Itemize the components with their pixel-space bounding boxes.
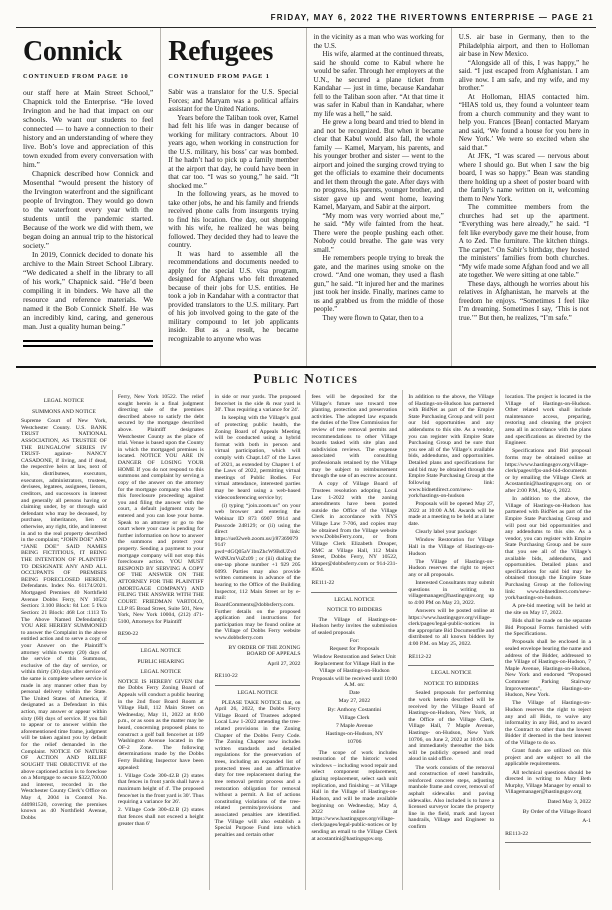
notice-block: (i) typing “join.zoom.us” on your web browser and entering the Webinar ID 873 6907 9914 and Passcode 248129; or (ii) using the direct link: https://us02web.zoom.us/j/87369079914?pwd=dGQ05aV1bnZhcW9BdUZvdWdNUmVuZz09 ; or (iii) dialing the one-tap phone number +1 929 205 6099. Parties may also provide written comments in advance of the hearing to the Office of the Building Inspector, 112 Main Street or by e-mail: BoardComments@dobbsferry.com. Further details on the proposed application and instructions for participation may be found online at the Village of Dobbs Ferry website www.dobbsferry.com	[214, 502, 301, 641]
notice-block: The Village of Hastings-on-Hudson herby invites the submission of sealed proposals	[311, 616, 398, 636]
refugees-continued-kicker: CONTINUED FROM PAGE 1	[168, 73, 270, 80]
notice-block: location. The project is located in the Village of Hastings-on-Hudson. Other related work shall include maintenance access, preparing, restoring and cleaning the project area all in accordance with the plans and specifications as directed by the Engineer.	[505, 394, 591, 447]
notice-block: Specifications and Bid proposal forms may be obtained online at https://www.hastingsgov.org/village- clerk/pages/rfps-and-bid-documents or by emailing the Village Clerk at Acostantini@hastingsgov.org on or after 2:00 P.M., May 6, 2022.	[505, 448, 591, 495]
notice-block: Proposals shall be enclosed in a sealed envelope bearing the name and address of the Bidder, addressed to the Village of Hastings-on-Hudson, 7 Maple Avenue, Hastings-on-Hudson, New York and endorsed “Proposed Commuter Parking Stairway Improvements”, Hastings-on-Hudson, New York.	[505, 639, 591, 699]
notices-column-6	[499, 390, 596, 890]
notice-block: RE111-22	[311, 580, 397, 593]
notice-block: Window Restoration and Select Unit Replacement for Village Hall in the Village of Hastings-on-Hudson	[312, 654, 396, 674]
notice-block: By: Anthony Costantini	[327, 706, 382, 713]
article-refugees-column-2	[306, 28, 451, 366]
notice-block: NOTICE TO BIDDERS	[423, 680, 479, 687]
article-paragraph: At Holloman, HIAS contacted him. “HIAS told us, they found a volunteer team from a church community and they want to help you. Frances [Bean] contacted Maryam and said, ‘We found a house for you here in New York.’ We were so excited when she said that.”	[458, 92, 589, 152]
article-connick	[16, 28, 160, 366]
notice-block: Bids shall be made on the separate Bid Proposal Forms furnished with the Specifications.	[505, 618, 591, 638]
notice-block: Supreme Court of New York, Westchester County. U.S. BANK TRUST NATIONAL ASSOCIATION, AS TRUSTEE OF THE BUNGALOW SERIES IV TRUST- against- NANCY CASADONE, if living, and if dead, the respective heirs at law, next of kin, distributees, executors, executors, administrators, trustees, devisees, legatees, assignees, lienors, creditors, and successors in interest and generally all persons having or claiming under, by or through said defendant who may be deceased, by purchase, inheritance, lien or otherwise, any right, title, and interest in and to the real property described in the complaint; “JOHN DOE” AND “JANE DOE” SAID NAMES BEING FICTITIOUS, IT BEING THE INTENTION OF PLAINTIFF TO DESIGNATE ANY AND ALL OCCUPANTS OF PREMISES BEING FORECLOSED HEREIN, Defendants. Index No. 61174/2021. Mortgaged Premises 40 Northfield Avenue Dobbs Ferry, NY 10522 Section: 3.100 Block: 84 Lot: 5 f/k/a Section: 21 Block: 468 Lot :1113 To The Above Named Defendant(s): YOU ARE HEREBY SUMMONED to answer the Complaint in the above entitled action and to serve a copy of your Answer on the Plaintiff’s attorney within twenty (20) days of the service of this Summons, exclusive of the day of service, or within thirty (30) days after service of the same is complete where service is made in any manner other than by personal delivery within the State. The United States of America, if designated as a Defendant in this action, may answer or appear within sixty (60) days of service. If you fail to appear or to answer within the aforementioned time frame, judgment will be taken against you by default for the relief demanded in the Complaint. NOTICE OF NATURE OF ACTION AND RELIEF SOUGHT THE OBJECTIVE of the above captioned action is to foreclose on a Mortgage to secure $322,700.00 and interest, recorded in the Westchester County Clerk’s Office on May 4, 2004 in Control No. 440981520, covering the premises known as 40 Northfield Avenue, Dobbs	[21, 418, 107, 821]
article-paragraph: They were flown to Qatar, then to a	[322, 313, 424, 322]
article-paragraph: U.S. air base in Germany, then to the Philadelphia airport, and then to Holloman air base in New Mexico.	[458, 33, 589, 58]
notice-block: Ferry, New York 10522. The relief sought herein is a final judgment directing sale of the premises described above to satisfy the debt secured by the mortgage described above. Plaintiff designates Westchester County as the place of trial. Venue is based upon the County in which the mortgaged premises is located. NOTICE YOU ARE IN DANGER OF LOSING YOUR HOME If you do not respond to this summons and complaint by serving a copy of the answer on the attorney for the mortgage company who filed this foreclosure proceeding against you and filing the answer with the court, a default judgment may be entered and you can lose your home. Speak to an attorney or go to the court where your case is pending for further information on how to answer the summons and protect your property. Sending a payment to your mortgage company will not stop this foreclosure action. YOU MUST RESPOND BY SERVING A COPY OF THE ANSWER ON THE ATTORNEY FOR THE PLAINTIFF (MORTGAGE COMPANY) AND FILING THE ANSWER WITH THE COURT. FRIEDMAN VARTOLO, LLP 85 Broad Street, Suite 501, New York, New York 10004, (212) 471-5100, Attorneys for Plaintiff	[117, 394, 204, 625]
notice-block: LEGAL NOTICE	[43, 398, 85, 404]
notices-column-5	[402, 390, 499, 890]
refugees-body-col1	[168, 88, 298, 343]
notice-block: A pre-bid meeting will be held at the site on May 17, 2022.	[505, 603, 591, 616]
refugees-headline: Refugees	[168, 36, 274, 67]
connick-headline: Connick	[23, 36, 123, 67]
article-paragraph: He grew a long beard and tried to blend in and not be recognized. But when it became clear that Kabul would also fall, the whole family — Kamel, Maryam, his parents, and his younger brother and sister — went to the airport and joined the surging crowd trying to get the officials to examine their documents and let them through the gate. After days with no progress, his parents, younger brother, and sister gave up and went home, leaving Kamel, Maryam, and Sabir at the airport.	[313, 118, 444, 211]
article-paragraph: It was hard to assemble all the recommendations and documents needed to apply for the special U.S. visa program, designed for Afghans who felt threatened because of their jobs for U.S. entities. He took a job in Kandahar with a contractor that provided translators to the U.S. military. Part of his job involved going to the gate of the military compound to let job applicants inside. But as a result, he became recognizable to anyone who was	[168, 249, 299, 343]
notice-block: April 27, 2022	[267, 660, 301, 667]
connick-continued-kicker: CONTINUED FROM PAGE 10	[23, 73, 129, 80]
article-paragraph: These days, although he worries about his relatives in Afghanistan, he marvels at the freedom he enjoys. “Sometimes I feel like I’m dreaming. Sometimes I say, ‘This is not true.’” But then, he realizes, “I’m safe.”	[458, 279, 589, 322]
notice-block: NOTICE TO BIDDERS	[326, 607, 382, 614]
article-paragraph: The committee members from the churches had set up the apartment. “Everything was here already,” he said. “I felt like everybody gave me their house, from A to Zed. The furniture. The kitchen things. The carpet.” On Sabir’s birthday, they hosted the ministers’ families from both churches. “My wife made some Afghan food and we all ate together. We were sitting at one table.”	[458, 203, 589, 279]
notices-column-2	[112, 390, 209, 890]
notice-block: 1. Village Code 300-42.B (2) states that fences in front yards shall have a maximum height of 4'. The proposed fence/net in the front yard is 30'. Thus requiring a variance for 26'.	[117, 772, 204, 806]
articles-section	[16, 28, 596, 366]
article-paragraph: Chapnick described how Connick and Mosenthal “would present the history of the Irvington waterfront and the significant people of Irvington. They would go down to the waterfront every year with the students until the pandemic started. Because of the work we did with them, we began doing an annual trip to the historical society.”	[23, 169, 154, 250]
notice-block: RE113-22	[505, 831, 591, 844]
notice-block: A-1	[582, 818, 591, 825]
notice-block: SUMMONS AND NOTICE	[31, 408, 96, 415]
notice-block: The scope of work includes restoration of the historic wood windows – including wood repair and select component replacement, glazing replacement, select sash unit replication, and finishing – at Village Hall in the Village of Hastings-on-Hudson, and will be made available beginning on Wednesday, May 4, 2022 online at https://www.hastingsgov.org/village-clerk/pages/legal-public-notices or by sending an email to the Village Clerk at acostantini@hastingsgov.org.	[311, 749, 398, 842]
notice-block: Window Restoration for Village Hall in the Village of Hastings-on-Hudson	[408, 537, 495, 557]
article-paragraph: His wife, alarmed at the continued threats, said he should come to Kabul where he would be safer. Through her employers at the U.N., he secured a plane ticket from Kandahar — just in time, because Kandahar fell to the Taliban soon after. “At that time it was safer in Kabul than in Kandahar, where my life was a hell,” he said.	[313, 50, 444, 118]
notice-block: LEGAL NOTICE	[334, 596, 375, 603]
article-paragraph: Years before the Taliban took over, Kamel had felt his life was in danger because of working for military contractors. About 10 years ago, when working in construction for the U.S. military, his boss’ car was bombed. If he hadn’t had to pick up a family member at the airport that day, he could have been in that car too. “I was so young,” he said. “It shocked me.”	[168, 113, 299, 190]
article-paragraph: in the vicinity as a man who was working for the U.S.	[313, 33, 444, 50]
notice-block: Interested Consultants may submit questions in writing to villagemanager@hastingsgov.org up to 4:00 PM on May 23, 2022.	[408, 579, 495, 606]
notice-block: 2. Village Code 300-42.B (2) states that fences shall not exceed a height greater than 6'	[117, 807, 204, 827]
article-paragraph: At JFK, “I was scared — nervous about where I should go. But when I saw the big board, I was so happy.” Bean was standing there holding up a sheet of poster board with the family’s name written on it, welcoming them to New York.	[458, 152, 589, 203]
notices-column-3	[209, 390, 306, 890]
notice-block: In keeping with the Village’s goal of protecting public health, the Zoning Board of Appeals Meeting will be conducted using a hybrid format with both in person and virtual participation, which will comply with Chapt.147 of the Laws of 2021, as extended by Chapter 1 of the Laws of 2022, permitting virtual meetings of Public Bodies. For virtual attendance, interested parties may be heard using a web-based videoconferencing service by;	[214, 415, 301, 501]
notice-block: RE90-22	[118, 631, 204, 644]
notice-block: The Village of Hastings-on-Hudson reserves the right to reject any or all proposals.	[408, 558, 495, 578]
notices-column-4	[305, 390, 402, 890]
notice-block: Request for Proposals	[329, 646, 380, 653]
notice-block: NOTICE IS HEREBY GIVEN that the Dobbs Ferry Zoning Board of Appeals will conduct a public hearing in the 2nd floor Board Room at Village Hall, 112 Main Street on Wednesday, May 11, 2022 at 8:00 p.m., or as soon as the matter may be heard, concerning proposed plans to construct a golf ball fence/net at 189 Washington Avenue located in the OF-2 Zone. The following determinations made by the Dobbs Ferry Building Inspector have been appealed:	[117, 678, 204, 771]
notice-block: Hastings-on-Hudson, NY	[325, 730, 384, 737]
notice-block: For:	[349, 638, 360, 645]
notice-block: LEGAL NOTICE	[237, 689, 278, 696]
article-paragraph: our staff here at Main Street School,” Chapnick told the Enterprise. “He loved Irvington and he had that impact on our schools. We want our students to feel connected — to have a connection to their history and an understanding of where they live. Bob’s love and appreciation of this town exuded from every conversation with him.”	[23, 88, 154, 169]
notice-block: Date	[349, 690, 360, 697]
article-paragraph: “My mom was very worried about me,” he said. “My wife fainted from the heat. There were the people pushing each other. Nobody could breathe. The gate was very small.”	[313, 211, 444, 254]
notice-block: in side or rear yards. The proposed fence/net in the side & rear yard is 30'. Thus requiring a variance for 24'.	[214, 394, 301, 414]
notice-block: PUBLIC HEARING	[137, 658, 185, 665]
notice-block: 10706	[347, 739, 362, 746]
notice-block: LEGAL NOTICE	[140, 669, 181, 676]
notice-block: 7 Maple Avenue	[335, 722, 373, 729]
notice-block: LEGAL NOTICE	[431, 670, 472, 677]
notice-block: BY ORDER OF THE ZONING BOARD OF APPEALS	[228, 644, 301, 658]
notice-block: Proposals will be opened May 27, 2022 at 10:00 A.M. Awards will be made at a meeting to be held at a later date.	[408, 501, 495, 528]
article-paragraph: “Alongside all of this, I was happy,” he said. “I just escaped from Afghanistan. I am alive now. I am safe, and my wife, and my brother.”	[458, 58, 589, 92]
notice-block: RE112-22	[408, 654, 494, 667]
article-paragraph: In the following years, as he moved to take other jobs, he and his family and friends received phone calls from insurgents trying to find his location. One day, out shopping with his wife, he realized he was being followed. They decided they had to leave the country.	[168, 190, 299, 249]
notice-block: The Village of Hastings-on-Hudson reserves the right to reject any and all Bids, to waive any informality in any Bid, and to award the Contract to other than the lowest Bidder if deemed in the best interest of the Village to do so.	[505, 700, 591, 747]
notices-column-1	[16, 390, 112, 890]
notice-block: In addition to the above, the Village of Hastings-on-Hudson has partnered with BidNet as part of the Empire State Purchasing Group and will post our bid opportunities and any addendums to this site. As a vendor, you can register with Empire State Purchasing Group and be sure that you see all of the Village’s available bids, addendums, and opportunities. Detailed plans and specifications for said bid may be obtained through the Empire State Purchasing Group at the following link: www.bidnetdirect.com/new-york/hastings-on-hudson.	[505, 496, 591, 602]
notice-block: RE110-22	[215, 673, 301, 686]
notice-block: By Order of the Village Board	[522, 808, 591, 815]
notice-block: In addition to the above, the Village of Hastings-on-Hudson has partnered with BidNet as part of the Empire State Purchasing Group and will post our bid opportunities and any addendums to this site. As a vendor, you can register with Empire State Purchasing Group and be sure that you see all of the Village’s available bids, addendums, and opportunities. Detailed plans and specifications for said bid may be obtained through the Empire State Purchasing Group at the following link: www.bidnetdirect.com/new-york/hastings-on-hudson	[408, 394, 495, 500]
connick-body	[23, 88, 153, 331]
notice-block: Sealed proposals for performing the work herein described will be received by the Village Board of Hastings-on-Hudson, New York, at the Office of the Village Clerk, Village Hall, 7 Maple Avenue, Hastings- on-Hudson, New York 10706, on June 2, 2022 at 10:00 a.m. and immediately thereafter the bids will be publicly opened and read aloud in said office.	[408, 690, 495, 763]
notice-block: Grant funds are utilized on this project and are subject to all the applicable requirements.	[505, 748, 591, 768]
public-notices-section	[16, 390, 596, 890]
notice-block: May 27, 2022	[338, 698, 371, 705]
article-paragraph: In 2019, Connick decided to donate his archive to the Main Street School Library. “We dedicated a shelf in the library to all of his work,” Chapnick said. “He’d been compiling it in binders. We have all the resource and reference materials. We named it the Bob Connick Shelf. He was an incredibly kind, caring, and generous man. Just a quality human being.”	[23, 250, 154, 331]
masthead-dateline: FRIDAY, MAY 6, 2022 THE RIVERTOWNS ENTERPRISE — PAGE 21	[16, 0, 596, 28]
notice-block: fees will be deposited for the Village’s future use toward tree planting, protection and preservation activities. The adopted law expands the duties of the Tree Commission for review of tree removal permits and recommendations to other Village boards tasked with site plan and subdivision reviews. The expense associated with consulting professionals retained by the Village may be subject to reimbursement through the use of an escrow account.	[311, 394, 398, 480]
notice-block: A copy of Village Board of Trustees resolution adopting Local Law 1-2022 with the zoning amendments have been posted outside the Office of the Village Clerk in accordance with NYS Village Law 7-706, and copies may be obtained from the Village website www.DobbsFerry.com, or from Village Clerk Elizabeth Dreaper, RMC at Village Hall, 112 Main Street, Dobbs Ferry, NY 10522, ldraper@dobbsferry.com or 914-231-8504.	[311, 481, 398, 574]
notice-block: Clearly label your package:	[415, 529, 478, 536]
public-notices-banner	[16, 366, 596, 390]
notice-block: All technical questions should be directed in writing to Mary Beth Murphy, Village Manager by email to Villagemanager@hastingsgov.org	[505, 769, 591, 796]
article-refugees-column-3	[451, 28, 596, 366]
article-end-rule	[23, 340, 153, 347]
notice-block: PLEASE TAKE NOTICE that, on April 26, 2022, the Dobbs Ferry Village Board of Trustees adopted Local Law 1-2022 amending the tree-related provisions in the Zoning Chapter of the Dobbs Ferry Code. The Zoning Chapter now includes written standards and detailed regulations for the preservation of trees, including an expanded list of protected trees and an affirmative duty for tree replacement during the tree removal permit process and a restoration obligation for removal without a permit. A list of actions constituting violations of the tree-related permits/provisions and associated penalties are identified. The Village will also establish a Special Purpose Fund into which penalties and certain other	[214, 699, 301, 838]
notice-block: Answers will be posted online at https://www.hastingsgov.org/village-clerk/pages/legal-public-notices in the appropriate Bid Documentfile and distributed to all known bidders by 4:00 P.M. on May 25, 2022.	[408, 607, 495, 647]
article-paragraph: He remembers people trying to break the gate, and the marines using smoke on the crowd. “And one woman, they used a flash gun,” he said. “It injured her and the marines just took her inside. Finally, marines came to us and grabbed us from the middle of those people.”	[313, 254, 444, 313]
notice-block: Dated May 3, 2022	[547, 798, 591, 805]
notice-block: Village Clerk	[339, 714, 370, 721]
public-notices-title: Public Notices	[253, 371, 359, 386]
notice-block: LEGAL NOTICE	[140, 647, 181, 654]
article-refugees-column-1	[160, 28, 305, 366]
notice-block: Proposals will be received until 10:00 A.M. on:	[311, 675, 398, 689]
notice-block: The work consists of the removal and construction of steel handrails, reinforced concrete steps, adjusting manhole frame and cover, removal of asphalt sidewalks and paving sidewalks. Also included is to have a licensed surveyor locate the property line in the field, mark and layout handrails, Village and Engineer to confirm	[408, 764, 495, 831]
article-paragraph: Sabir was a translator for the U.S. Special Forces; and Maryam was a political affairs assistant for the United Nations.	[168, 88, 299, 113]
